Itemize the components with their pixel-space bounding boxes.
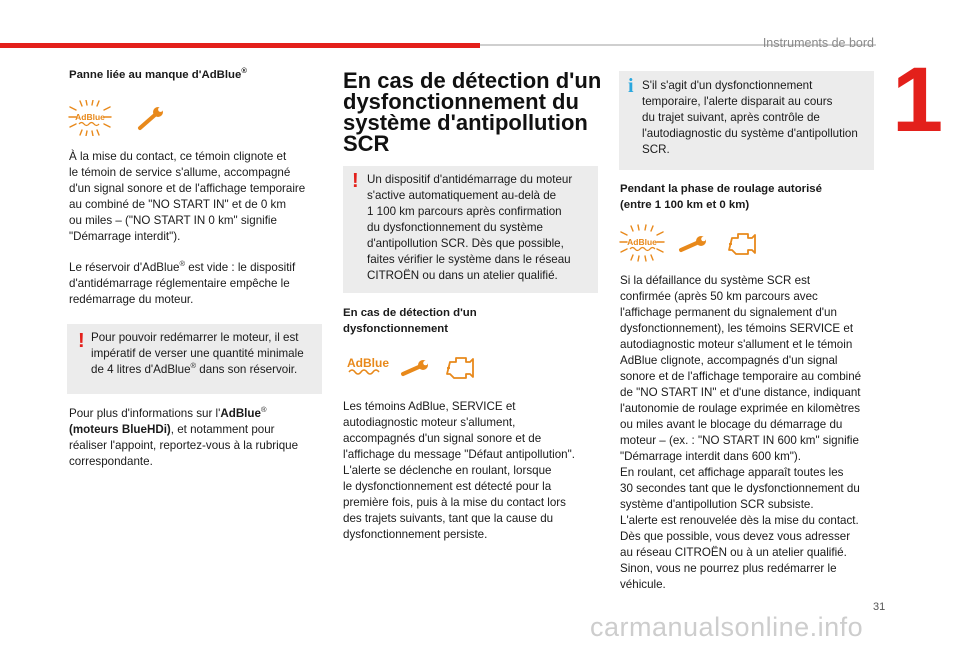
warning-exclamation-icon: ! xyxy=(352,170,359,192)
col1-heading-block xyxy=(69,67,319,83)
wrench-icon xyxy=(681,236,706,250)
adblue-service-engine-icons xyxy=(345,350,485,384)
col1-warning-text: Pour pouvoir redémarrer le moteur, il est impératif de verser une quantité minimale de 4 litres d'AdBlue® dans son réservoir. xyxy=(91,331,304,376)
adblue-flashing-warning-icon xyxy=(66,100,166,136)
col2-title: En cas de détection d'un dysfonctionnement du système d'antipollution SCR xyxy=(343,68,602,156)
svg-text:AdBlue: AdBlue xyxy=(627,237,657,247)
wrench-icon xyxy=(140,107,163,128)
svg-text:AdBlue: AdBlue xyxy=(75,112,105,122)
col3-para: Si la défaillance du système SCR est confirmée (après 50 km parcours avec l'affichage permanent du signalement d'un dysfonctionnement), les témoins SERVICE et autodiagnostic moteur s'allument et le témoin AdBlue clignote, accompagnés d'un signal sonore et de l'affichage temporaire au combiné de "NO START IN" et d'une distance, indiquant l'autonomie de roulage exprimée en kilomètres ou miles avant le blocage du démarrage du moteur – (ex. : "NO START IN 600 km" signifie "Démarrage interdit dans 600 km"). En roulant, cet affichage apparaît toutes les 30 secondes tant que le dysfonctionnement du système d'antipollution SCR subsiste. L'alerte est renouvelée dès la mise du contact. Dès que possible, vous devez vous adresser au réseau CITROËN ou à un atelier qualifié. Sinon, vous ne pourrez plus redémarrer le véhicule. xyxy=(620,274,862,591)
col2-subheading: En cas de détection d'un dysfonctionnement xyxy=(343,307,477,335)
col3-subheading: Pendant la phase de roulage autorisé (entre 1 100 km et 0 km) xyxy=(620,183,822,211)
engine-icon xyxy=(729,234,755,254)
col2-para: Les témoins AdBlue, SERVICE et autodiagnostic moteur s'allument, accompagnés d'un signal sonore et de l'affichage du message "Défaut antipollution". L'alerte se déclenche en roulant, lorsque le dysfonctionnement est détecté pour la première fois, puis à la mise du contact lors des trajets suivants, tant que la cause du dysfonctionnement persiste. xyxy=(343,400,575,541)
wrench-icon xyxy=(403,360,428,374)
col1-para2: Le réservoir d'AdBlue® est vide : le dispositif d'antidémarrage réglementaire empêche le redémarrage du moteur. xyxy=(69,259,296,306)
page-number: 31 xyxy=(873,601,886,613)
watermark: carmanualsonline.info xyxy=(590,612,864,642)
col1-para3: Pour plus d'informations sur l'AdBlue® (moteurs BlueHDi), et notamment pour réaliser l'appoint, reportez-vous à la rubrique correspondante. xyxy=(69,405,299,468)
adblue-flashing-service-engine-icons xyxy=(617,224,777,262)
chapter-number: 1 xyxy=(892,49,944,151)
info-icon: i xyxy=(628,75,634,97)
chapter-title: Instruments de bord xyxy=(762,36,874,50)
col1-para1: À la mise du contact, ce témoin clignote et le témoin de service s'allume, accompagné d'un signal sonore et de l'affichage temporaire au combiné de "NO START IN" et de 0 km ou miles – ("NO START IN 0 km" signifie "Démarrage interdit"). xyxy=(69,150,306,243)
col2-warning-text: Un dispositif d'antidémarrage du moteur s'active automatiquement au-delà de 1 100 km parcours après confirmation du dysfonctionnement du système d'antipollution SCR. Dès que possible, faites vérifier le système dans le réseau CITROËN ou dans un atelier qualifié. xyxy=(367,173,573,282)
col3-info-text: S'il s'agit d'un dysfonctionnement temporaire, l'alerte disparait au cours du trajet suivant, après contrôle de l'autodiagnostic du système d'antipollution SCR. xyxy=(642,79,858,156)
svg-text:AdBlue: AdBlue xyxy=(347,356,389,370)
header-red-bar xyxy=(0,43,480,48)
engine-icon xyxy=(447,358,473,378)
col1-heading: Panne liée au manque d'AdBlue® xyxy=(69,66,247,81)
warning-exclamation-icon: ! xyxy=(78,330,85,352)
